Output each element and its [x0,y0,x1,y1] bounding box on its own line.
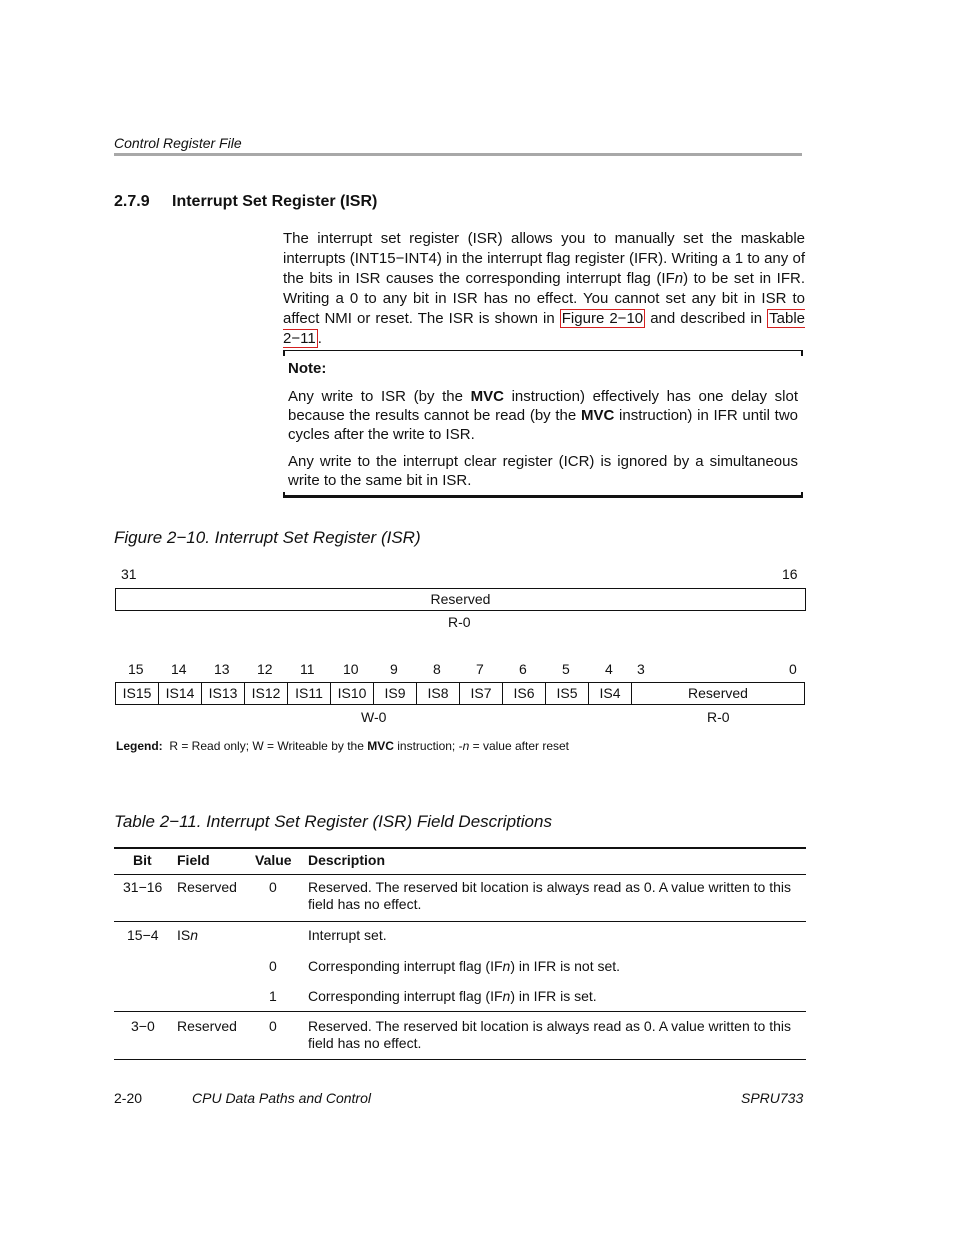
note-corner [801,350,803,356]
register-field-is9: IS9 [374,683,417,704]
table-link[interactable]: Table 2−11 [283,310,805,347]
register-field-is7: IS7 [460,683,503,704]
bit-number: 9 [390,661,398,677]
table-row-rule [114,921,806,922]
note-text: instruction) in IFR until two cycles after the write to ISR. [288,407,798,443]
note-top-rule [283,350,803,351]
header-field: Field [177,852,210,868]
desc-text: ) in IFR is not set. [510,958,621,974]
row-description: Reserved. The reserved bit location is always read as 0. A value written to this field has no effect. [308,1018,791,1051]
bit-number: 10 [343,661,359,677]
row-value: 0 [269,879,277,895]
row-value: 1 [269,988,277,1004]
running-header: Control Register File [114,135,242,151]
intro-italic-n: n [674,270,684,287]
register-field-is14: IS14 [159,683,202,704]
table-bottom-rule [114,1059,806,1060]
footer-chapter: CPU Data Paths and Control [192,1090,371,1106]
note-text: Any write to ISR (by the [288,388,471,405]
figure-caption: Figure 2−10. Interrupt Set Register (ISR) [114,528,421,547]
note-corner [283,492,285,498]
bit-number: 12 [257,661,273,677]
register-field-is15: IS15 [116,683,159,704]
desc-n: n [502,958,511,974]
register-field-is12: IS12 [245,683,288,704]
table-caption: Table 2−11. Interrupt Set Register (ISR) Field Descriptions [114,812,552,831]
section-number: 2.7.9 [114,193,150,210]
bit-number: 5 [562,661,570,677]
section-heading [114,193,377,211]
row-bit: 3−0 [131,1018,155,1034]
desc-text: Corresponding interrupt flag (IF [308,958,503,974]
bit-number-31: 31 [121,566,137,582]
header-value: Value [255,852,292,868]
intro-text: The interrupt set register (ISR) allows you to manually set the maskable interrupts (INT15−INT4) in the interrupt flag register (IFR). Writing a 1 to any of the bits in ISR causes the corresponding interrupt flag (IF [283,230,805,287]
register-field-is13: IS13 [202,683,245,704]
note-bottom-rule [283,495,803,498]
field-n: n [190,927,199,943]
access-w0: W-0 [361,709,387,725]
register-field-reserved-upper: Reserved [430,591,491,607]
desc-text: Corresponding interrupt flag (IF [308,988,503,1004]
legend-text: instruction; - [393,739,463,753]
bit-number: 7 [476,661,484,677]
desc-n: n [502,988,511,1004]
desc-text: ) in IFR is set. [510,988,597,1004]
intro-text: ) to be set in IFR. Writing a 0 to any bit in ISR has no effect. You cannot set any bit in ISR to affect NMI or reset. The ISR is shown in [283,270,805,327]
row-value: 0 [269,958,277,974]
bit-number: 3 [637,661,645,677]
section-title: Interrupt Set Register (ISR) [172,193,378,210]
legend-n: n [462,739,470,753]
bit-number: 4 [605,661,613,677]
note-paragraph-1 [288,387,798,444]
note-text: instruction) effectively has one delay slot because the results cannot be read (by the [288,388,798,424]
bit-number: 11 [300,661,315,677]
row-description: Interrupt set. [308,927,387,943]
register-field-is5: IS5 [546,683,589,704]
legend-mvc: MVC [367,739,394,753]
bit-number-16: 16 [782,566,798,582]
table-top-rule [114,847,806,849]
note-paragraph-2: Any write to the interrupt clear register (ICR) is ignored by a simultaneous write to the same bit in ISR. [288,453,798,489]
row-bit: 31−16 [123,879,163,895]
row-description [308,988,597,1005]
header-bit: Bit [133,852,152,868]
field-is: IS [177,927,191,943]
intro-text: . [317,330,322,347]
row-description: Reserved. The reserved bit location is always read as 0. A value written to this field has no effect. [308,879,791,912]
note-corner [283,350,285,356]
header-rule [114,153,802,156]
legend-label: Legend: [116,739,163,753]
intro-paragraph [283,229,805,349]
register-field-is11: IS11 [288,683,331,704]
note-mvc: MVC [580,407,615,424]
row-value: 0 [269,1018,277,1034]
row-bit: 15−4 [127,927,159,943]
footer-doc-id: SPRU733 [741,1090,804,1106]
figure-link[interactable]: Figure 2−10 [561,310,644,327]
register-upper-box [115,588,806,611]
note-box [283,350,803,498]
access-upper: R-0 [448,614,471,630]
bit-number: 13 [214,661,230,677]
bit-number: 15 [128,661,144,677]
register-field-reserved-lower: Reserved [688,685,748,701]
note-title: Note: [288,360,327,377]
intro-text: and described in [645,310,768,327]
table-header-rule [114,874,806,875]
row-description [308,958,620,975]
row-field: Reserved [177,879,237,895]
row-field: Reserved [177,1018,237,1034]
bit-number: 14 [171,661,187,677]
legend-text: R = Read only; W = Writeable by the [169,739,368,753]
bit-number: 6 [519,661,527,677]
note-mvc: MVC [470,388,504,405]
register-field-is8: IS8 [417,683,460,704]
register-field-is6: IS6 [503,683,546,704]
register-field-is10: IS10 [331,683,374,704]
footer-page-number: 2-20 [114,1090,143,1106]
row-field [177,927,198,944]
table-row-rule [114,1011,806,1012]
figure-legend [116,739,569,753]
bit-number: 8 [433,661,441,677]
register-field-is4: IS4 [589,683,632,704]
legend-text: = value after reset [469,739,570,753]
register-lower-row [115,682,805,705]
header-description: Description [308,852,386,868]
access-r0: R-0 [707,709,730,725]
bit-number: 0 [789,661,797,677]
note-corner [801,492,803,498]
